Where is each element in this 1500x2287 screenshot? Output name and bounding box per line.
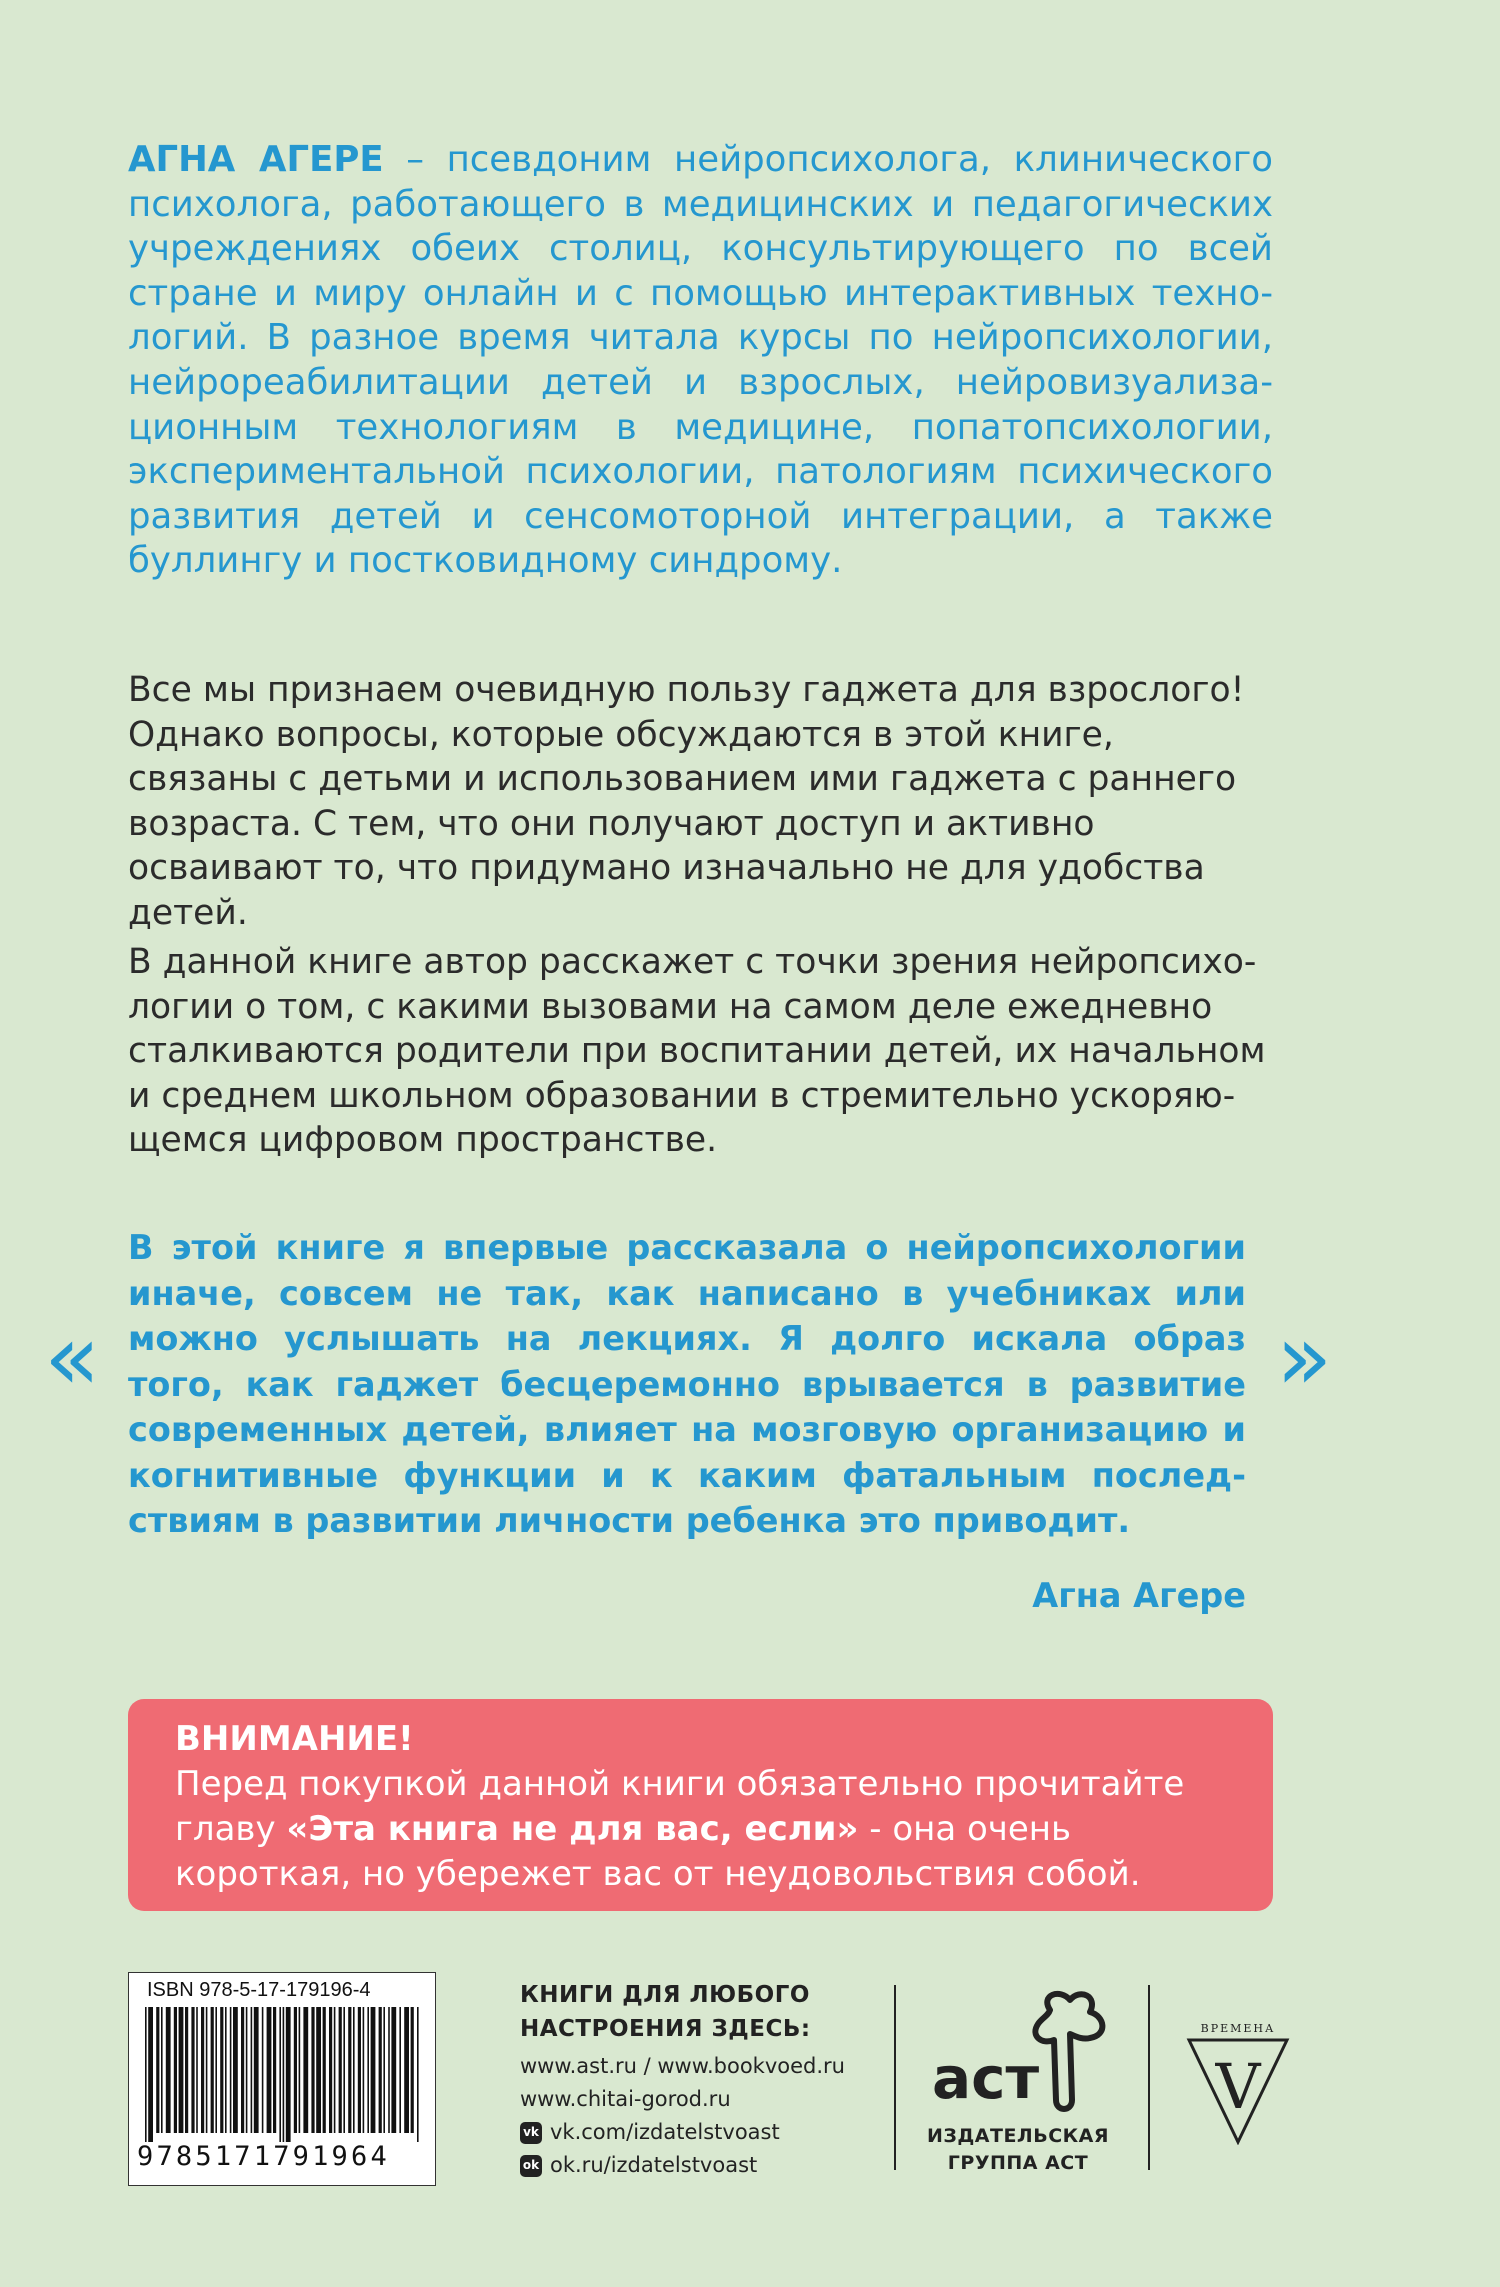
barcode-bar [388,2007,390,2133]
barcode-bar [262,2007,264,2133]
shops-title-line-1: КНИГИ ДЛЯ ЛЮБОГО [520,1982,810,2008]
barcode-bar [404,2007,409,2133]
barcode-bar [303,2007,308,2133]
barcode-bar [185,2007,188,2133]
barcode-bar [316,2007,321,2133]
barcode-bar [273,2007,276,2133]
quote-open-mark: « [44,1304,101,1411]
vremena-logo-text: ВРЕМЕНА [1200,2022,1276,2035]
barcode-bar [348,2007,351,2133]
author-quote: В этой книге я впервые рассказала о нейропсихологии иначе, совсем не так, как написано в учебниках или можно услышать на лекциях. Я долго искала образ того, как гаджет бесцеремонно врывается в развитие современных детей, влияет на мозговую организацию и когнитивные функции и к каким фатальным последствиям в развитии личности ребенка это приводит. [128,1228,1246,1540]
barcode-bar [196,2007,198,2133]
barcode-bar [215,2007,217,2133]
social-link-ok[interactable] [520,2149,880,2182]
barcode-bar [417,2007,419,2142]
barcode-bar [201,2007,204,2133]
barcode-bar [220,2007,223,2133]
author-name: АГНА АГЕРЕ [128,139,384,180]
author-bio [128,138,1273,584]
publisher-label-line-1: ИЗДАТЕЛЬСКАЯ [926,2125,1110,2147]
vk-icon: vk [520,2122,542,2144]
barcode-bar [211,2007,214,2133]
warning-text-before: Перед покупкой данной книги обязательно прочитайте главу [175,1764,1185,1849]
warning-box [128,1699,1273,1911]
barcode-bar [399,2007,401,2133]
barcode-bar [299,2007,301,2133]
barcode-bar [148,2007,153,2142]
barcode-bar [358,2007,361,2133]
barcode-bar [411,2007,414,2133]
ast-logo-text: аст [932,2044,1040,2112]
barcode-bar [179,2007,184,2133]
barcode-bar [267,2007,272,2133]
vk-link-text: vk.com/izdatelstvoast [550,2120,780,2144]
ok-icon: ok [520,2155,542,2177]
barcode-bar [353,2007,355,2133]
publisher-label-line-2: ГРУППА АСТ [947,2152,1089,2174]
barcode-bar [391,2007,396,2133]
warning-chapter: «Эта книга не для вас, если» [286,1809,859,1849]
barcode-bar [334,2007,336,2133]
vremena-logo [1183,2020,1293,2145]
barcode-bar [343,2007,345,2133]
barcode-bar [286,2007,291,2142]
quote-author: Агна Агере [1032,1576,1246,1615]
shop-link-ast-bookvoed[interactable]: www.ast.ru / www.bookvoed.ru [520,2054,845,2078]
barcode-bar [174,2007,177,2133]
ok-link-text: ok.ru/izdatelstvoast [550,2153,758,2177]
barcode-bar [379,2007,382,2133]
shop-link-chitai-gorod[interactable]: www.chitai-gorod.ru [520,2087,731,2111]
barcode-bar [283,2007,285,2142]
warning-text-after: - она очень короткая, но убережет вас от неудовольствия собой. [175,1809,1141,1894]
barcode-bar [371,2007,376,2133]
shops-block [520,1978,880,2182]
author-bio-text: – псевдоним нейропсихолога, клинического психолога, работающего в медицинских и педагогических учреждениях обеих столиц, консультирующего по всей стране и миру онлайн и с помощью интерактивных технологий. В разное время читала курсы по нейропсихологии, нейрореабилитации детей и взрослых, нейровизуализационным технологиям в медицине, попатопсихологии, экспериментальной психологии, патологиям психического развития детей и сенсомоторной интеграции, а также буллингу и постковидному синдрому. [128,139,1273,582]
barcode-bar [241,2007,244,2133]
barcode-bar [233,2007,238,2133]
barcode-bar [230,2007,232,2133]
barcode-bar [279,2007,281,2142]
shops-title-line-2: НАСТРОЕНИЯ ЗДЕСЬ: [520,2016,811,2042]
vremena-logo-letter: V [1215,2050,1261,2123]
barcode-bar [323,2007,326,2133]
quote-close-mark: » [1276,1304,1333,1411]
barcode-bar [363,2007,365,2133]
ast-logo [930,1990,1120,2120]
description-paragraph-2: В данной книге автор расскажет с точки зрения нейропсихологии о том, с какими вызовами на самом деле ежедневно сталкиваются родители при воспитании детей, их начальном и среднем школьном образовании в стремительно ускоряющемся цифровом пространстве. [128,942,1266,1160]
barcode-bar [206,2007,208,2133]
barcode-bar [251,2007,253,2133]
barcode-bar [161,2007,163,2133]
ean-number: 9785171791964 [137,2141,390,2172]
barcode-bar [311,2007,314,2133]
barcode-bar [166,2007,171,2133]
barcode-bar [225,2007,227,2133]
barcode-bar [339,2007,342,2133]
barcode [128,1972,436,2186]
publisher-label [908,2123,1128,2177]
barcode-bar [367,2007,369,2133]
barcode-bar [254,2007,259,2133]
barcode-bar [191,2007,194,2133]
divider-1 [894,1985,896,2170]
barcode-bar [329,2007,332,2133]
divider-2 [1148,1985,1150,2170]
description-paragraph-1: Все мы признаем очевидную пользу гаджета для взрослого! Однако вопросы, которые обсуждаются в этой книге, связаны с детьми и использованием ими гаджета с раннего возраста. С тем, что они получают доступ и активно осваивают то, что придумано изначально не для удобства детей. [128,670,1245,933]
ast-logo-figure [1035,1994,1102,2109]
barcode-bar [294,2007,297,2133]
barcode-bar [383,2007,385,2133]
barcode-bars [145,2007,421,2142]
warning-text [175,1762,1226,1897]
warning-title: ВНИМАНИЕ! [175,1719,414,1759]
barcode-bar [145,2007,147,2142]
barcode-bar [156,2007,159,2133]
isbn-label: ISBN 978-5-17-179196-4 [147,1979,371,2001]
barcode-bar [246,2007,248,2133]
social-link-vk[interactable] [520,2116,880,2149]
